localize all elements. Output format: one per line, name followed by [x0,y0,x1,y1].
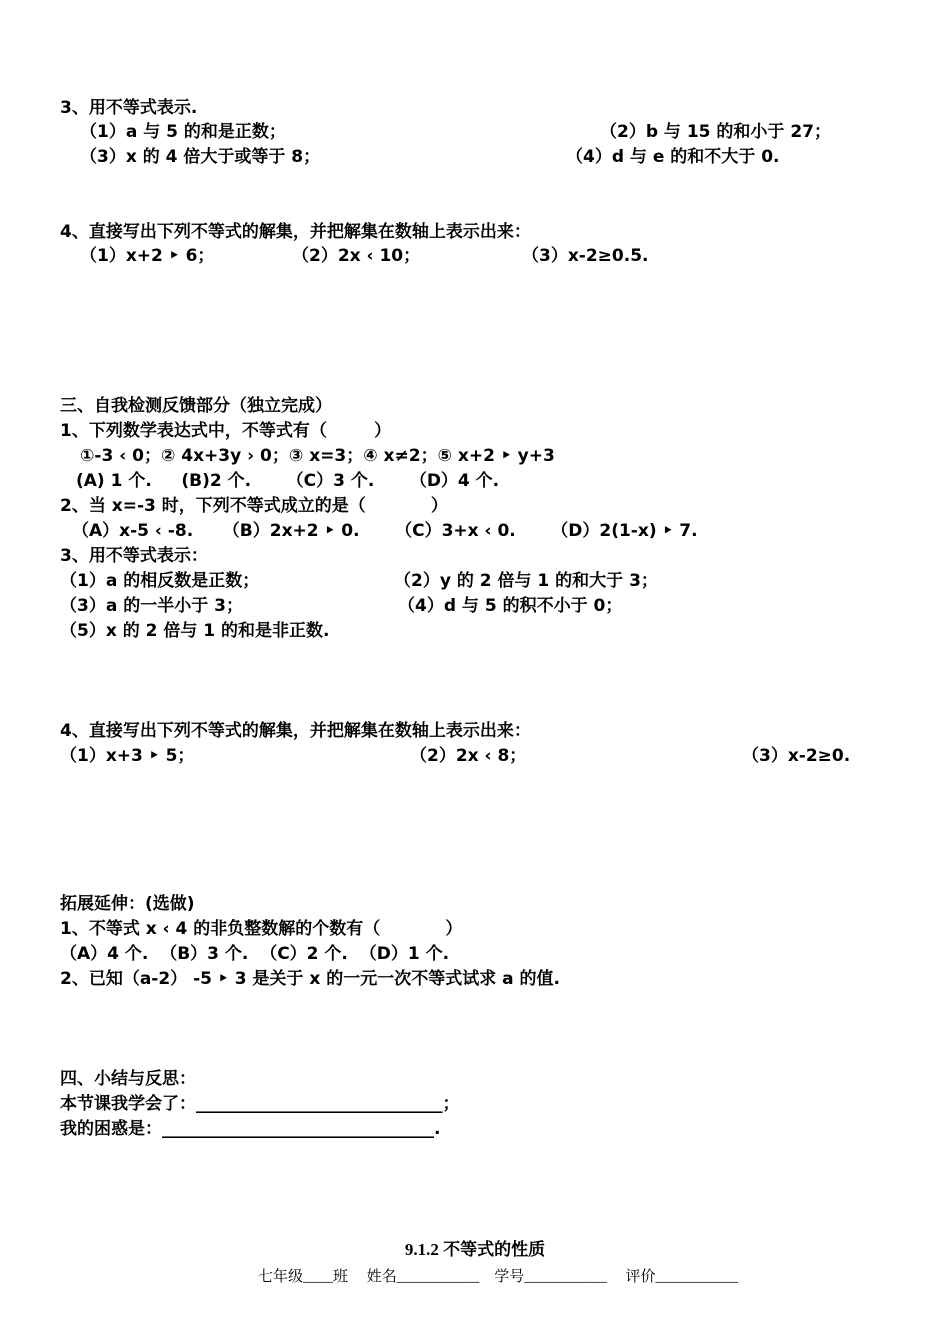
section-4-heading: 四、小结与反思： [60,1069,196,1089]
self-check-question-3-item-3: （3）a 的一半小于 3； [60,596,243,616]
extension-question-1-options: （A）4 个. （B）3 个. （C）2 个. （D）1 个. [60,944,450,964]
question-3-title: 3、用不等式表示. [60,98,198,118]
lesson-title: 9.1.2 不等式的性质 [404,1240,546,1259]
question-4-item-2: （2）2x ‹ 10； [292,246,421,266]
self-check-question-3-item-5: （5）x 的 2 倍与 1 的和是非正数. [60,621,330,641]
self-check-question-4-title: 4、直接写出下列不等式的解集，并把解集在数轴上表示出来： [60,721,531,741]
self-check-question-3-item-2: （2）y 的 2 倍与 1 的和大于 3； [394,571,658,591]
student-info-line: 七年级____班 姓名___________ 学号___________ 评价___________ [258,1269,739,1285]
self-check-question-1-options: (A) 1 个. (B)2 个. （C）3 个. （D）4 个. [76,471,500,491]
question-3-item-1: （1）a 与 5 的和是正数； [80,122,286,142]
self-check-question-2-options: （A）x-5 ‹ -8. （B）2x+2 ‣ 0. （C）3+x ‹ 0. （D）2(1-x) ‣ 7. [72,521,698,541]
self-check-question-3-title: 3、用不等式表示： [60,546,208,566]
self-check-question-4-item-1: （1）x+3 ‣ 5； [60,746,195,766]
extension-question-2: 2、已知（a-2） -5 ‣ 3 是关于 x 的一元一次不等式试求 a 的值. [60,969,561,989]
self-check-question-3-item-1: （1）a 的相反数是正数； [60,571,260,591]
question-3-item-3: （3）x 的 4 倍大于或等于 8； [80,147,321,167]
question-4-item-1: （1）x+2 ‣ 6； [80,246,215,266]
self-check-question-4-item-3: （3）x-2≥0. [742,746,851,766]
question-3-item-2: （2）b 与 15 的和小于 27； [600,122,831,142]
self-check-question-2: 2、当 x=-3 时，下列不等式成立的是（ ） [60,496,448,516]
extension-heading: 拓展延伸：(选做) [60,894,195,914]
question-3-item-4: （4）d 与 e 的和不大于 0. [566,147,780,167]
summary-learned-line: 本节课我学会了：_____________________________； [60,1094,460,1114]
self-check-question-3-item-4: （4）d 与 5 的积不小于 0； [398,596,623,616]
summary-confused-line: 我的困惑是：________________________________. [60,1119,441,1139]
self-check-question-1-expressions: ①-3 ‹ 0；② 4x+3y › 0；③ x=3；④ x≠2；⑤ x+2 ‣ y+3 [80,446,555,466]
extension-question-1: 1、不等式 x ‹ 4 的非负整数解的个数有（ ） [60,919,463,939]
section-3-heading: 三、自我检测反馈部分（独立完成） [60,396,332,416]
self-check-question-4-item-2: （2）2x ‹ 8； [410,746,527,766]
question-4-title: 4、直接写出下列不等式的解集，并把解集在数轴上表示出来： [60,222,531,242]
question-4-item-3: （3）x-2≥0.5. [522,246,649,266]
self-check-question-1: 1、下列数学表达式中，不等式有（ ） [60,421,392,441]
